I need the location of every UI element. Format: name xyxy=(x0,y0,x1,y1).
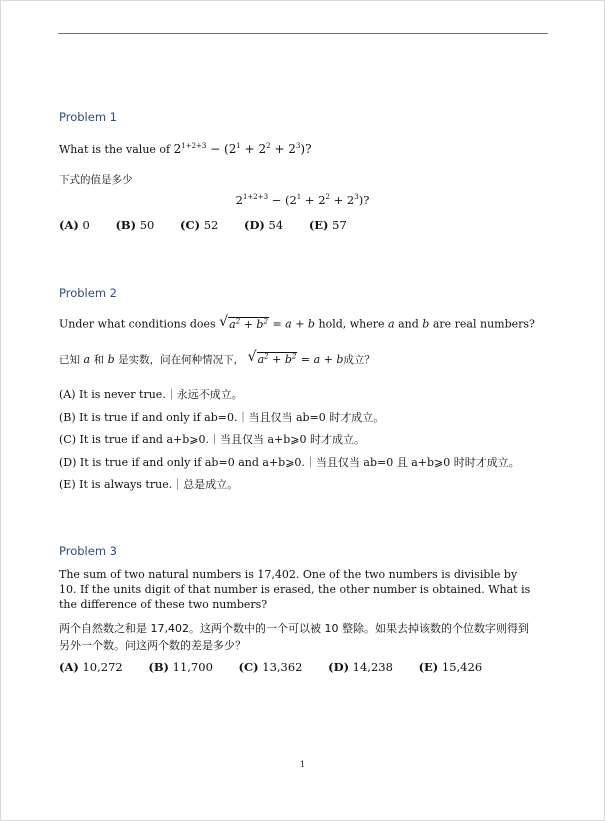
choice-b[interactable]: (B) 50 xyxy=(115,218,155,232)
choice-b[interactable]: (B) 11,700 xyxy=(148,660,213,674)
problem-3-question-en: The sum of two natural numbers is 17,402. One of the two numbers is divisible by 10. If the units digit of that number is erased, the other number is obtained. What is the difference of these two numbers? xyxy=(59,568,531,611)
problem-1-formula-inline: $2^{1+2+3} - (2^1 + 2^2 + 2^3)$? xyxy=(173,142,312,156)
problem-2-question-en: Under what conditions does √ $a^2 + b^2 = a + b$ hold, where a and b are real numbers? xyxy=(59,314,535,331)
choice-e[interactable]: (E) 15,426 xyxy=(418,660,483,674)
sqrt-expression: √ $a^2 + b^2$ xyxy=(219,314,268,331)
choice-a[interactable]: (A) 0 xyxy=(59,218,90,232)
problem-3-title: Problem 3 xyxy=(59,544,117,558)
problem-2-option-d[interactable]: (D) It is true if and only if ab=0 and a+b⩾0.｜当且仅当 ab=0 且 a+b⩾0 时时才成立。 xyxy=(59,456,520,469)
header-rule xyxy=(58,33,548,34)
problem-1-question-en xyxy=(59,142,312,156)
choice-c[interactable]: (C) 52 xyxy=(180,218,219,232)
problem-1-formula-display: $2^{1+2+3} - (2^1 + 2^2 + 2^3)$? xyxy=(235,193,370,207)
problem-2-option-e[interactable]: (E) It is always true.｜总是成立。 xyxy=(59,478,239,491)
choice-a[interactable]: (A) 10,272 xyxy=(59,660,123,674)
problem-2-option-a[interactable]: (A) It is never true.｜永远不成立。 xyxy=(59,388,243,401)
problem-2-option-c[interactable]: (C) It is true if and a+b⩾0.｜当且仅当 a+b⩾0 时才成立。 xyxy=(59,433,366,446)
problem-2-option-b[interactable]: (B) It is true if and only if ab=0.｜当且仅当 ab=0 时才成立。 xyxy=(59,411,385,424)
problem-3-choices xyxy=(59,660,504,674)
problem-1-title: Problem 1 xyxy=(59,110,117,124)
problem-1-question-zh: 下式的值是多少 xyxy=(59,174,133,186)
choice-c[interactable]: (C) 13,362 xyxy=(238,660,303,674)
problem-1-choices xyxy=(59,218,369,232)
problem-3-question-zh: 两个自然数之和是 17,402。这两个数中的一个可以被 10 整除。如果去掉该数的个位数字则得到另外一个数。问这两个数的差是多少？ xyxy=(59,622,529,652)
problem-2-question-zh: 已知 a 和 b 是实数，问在何种情况下， √ $a^2 + b^2 = a + b$成立？ xyxy=(59,349,375,366)
choice-d[interactable]: (D) 54 xyxy=(244,218,284,232)
page-number: 1 xyxy=(299,760,306,769)
choice-d[interactable]: (D) 14,238 xyxy=(328,660,393,674)
choice-e[interactable]: (E) 57 xyxy=(308,218,347,232)
problem-2-title: Problem 2 xyxy=(59,286,117,300)
problem-1-prefix: What is the value of xyxy=(59,143,171,156)
